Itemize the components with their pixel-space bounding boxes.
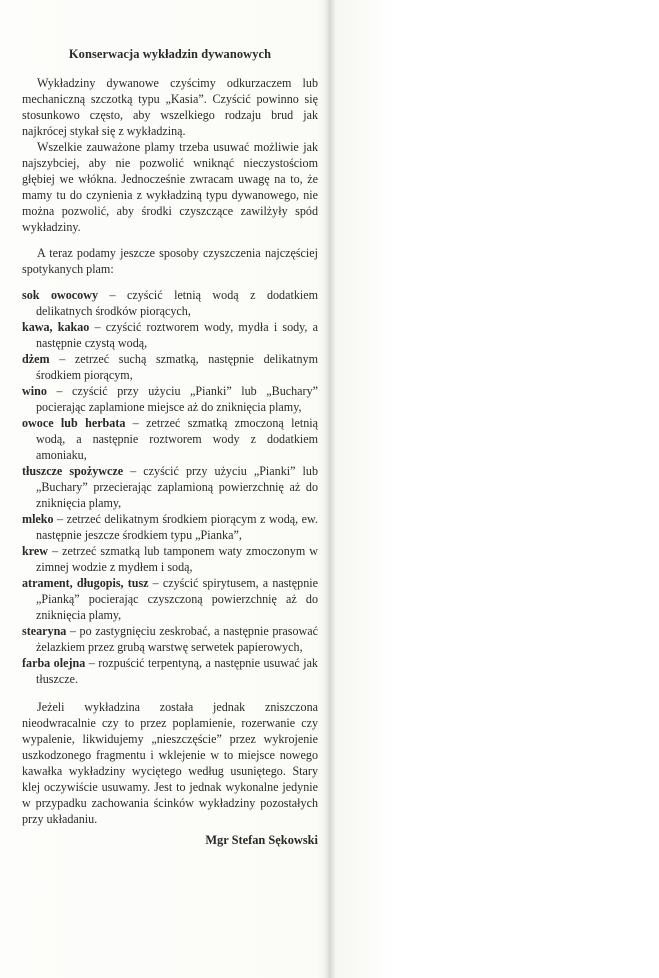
- stain-item: [22, 575, 318, 623]
- stain-item: [22, 287, 318, 319]
- book-gutter-shadow: [322, 0, 336, 978]
- stain-method: – zetrzeć szmatką zmoczoną letnią wodą, a następnie roztworem wody z dodatkiem amoniaku,: [36, 416, 318, 462]
- stain-term: farba olejna: [22, 656, 86, 670]
- stain-method: – zetrzeć delikatnym środkiem piorącym z wodą, ew. następnie jeszcze środkiem typu „Pianka”,: [36, 512, 318, 542]
- stain-method: – czyścić roztworem wody, mydła i sody, a następnie czystą wodą,: [36, 320, 318, 350]
- paragraph-vacuuming: Wykładziny dywanowe czyścimy odkurzaczem lub mechaniczną szczotką typu „Kasia”. Czyścić powinno się stosunkowo często, aby wszelkiego rodzaju brud jak najkrócej stykał się z wykładziną.: [22, 76, 318, 138]
- stain-list-intro: A teraz podamy jeszcze sposoby czyszczenia najczęściej spotykanych plam:: [22, 246, 318, 276]
- stain-item: [22, 543, 318, 575]
- stain-item: [22, 463, 318, 511]
- stain-term: atrament, długopis, tusz: [22, 576, 149, 590]
- stain-item: [22, 511, 318, 543]
- stain-item: [22, 623, 318, 655]
- stain-method: – czyścić spirytusem, a następnie „Pianką” pocierając czyszczoną powierzchnię aż do zniknięcia plamy,: [36, 576, 318, 622]
- stain-item: [22, 319, 318, 351]
- stain-method: – po zastygnięciu zeskrobać, a następnie prasować żelazkiem przez grubą warstwę serwetek papierowych,: [36, 624, 318, 654]
- author-signature: Mgr Stefan Sękowski: [205, 833, 318, 847]
- stain-term: dżem: [22, 352, 50, 366]
- stain-term: owoce lub herbata: [22, 416, 126, 430]
- stain-method: – zetrzeć suchą szmatką, następnie delikatnym środkiem piorącym,: [36, 352, 318, 382]
- stain-item: [22, 655, 318, 687]
- stain-method: – zetrzeć szmatką lub tamponem waty zmoczonym w zimnej wodzie z mydłem i sodą,: [36, 544, 318, 574]
- stain-term: krew: [22, 544, 48, 558]
- stain-term: wino: [22, 384, 47, 398]
- stain-method: – czyścić przy użyciu „Pianki” lub „Buchary” przecierając zaplamioną powierzchnię aż do zniknięcia plamy,: [36, 464, 318, 510]
- stain-term: stearyna: [22, 624, 67, 638]
- stain-item: [22, 383, 318, 415]
- paragraph-stains: Wszelkie zauważone plamy trzeba usuwać możliwie jak najszybciej, aby nie pozwolić wniknąć nieczystościom głębiej we włókna. Jednocześnie zwracam uwagę na to, że mamy tu do czynienia z wykładziną typu dywanowego, nie można pozwolić, aby środki czyszczące zawilżyły spód wykładziny.: [22, 140, 318, 234]
- stain-term: mleko: [22, 512, 54, 526]
- stain-term: sok owocowy: [22, 288, 98, 302]
- stain-term: kawa, kakao: [22, 320, 90, 334]
- stain-method: – czyścić letnią wodą z dodatkiem delikatnych środków piorących,: [36, 288, 319, 318]
- article-title: Konserwacja wykładzin dywanowych: [68, 47, 272, 61]
- stain-item: [22, 415, 318, 463]
- paragraph-repair: Jeżeli wykładzina została jednak zniszczona nieodwracalnie czy to przez poplamienie, rozerwanie czy wypalenie, likwidujemy „nieszczęście” przez wykrojenie uszkodzonego fragmentu i wklejenie w to miejsce nowego kawałka wykładziny wyciętego według usuniętego. Stary klej oczywiście usuwamy. Jest to jednak wykonalne jedynie w przypadku zachowania ścinków wykładziny pozostałych przy układaniu.: [22, 700, 318, 826]
- stain-list: [22, 287, 318, 687]
- stain-term: tłuszcze spożywcze: [22, 464, 124, 478]
- article-column: [22, 46, 318, 848]
- stain-item: [22, 351, 318, 383]
- stain-method: – rozpuścić terpentyną, a następnie usuwać jak tłuszcze.: [36, 656, 318, 686]
- stain-method: – czyścić przy użyciu „Pianki” lub „Buchary” pocierając zaplamione miejsce aż do zniknięcia plamy,: [36, 384, 318, 414]
